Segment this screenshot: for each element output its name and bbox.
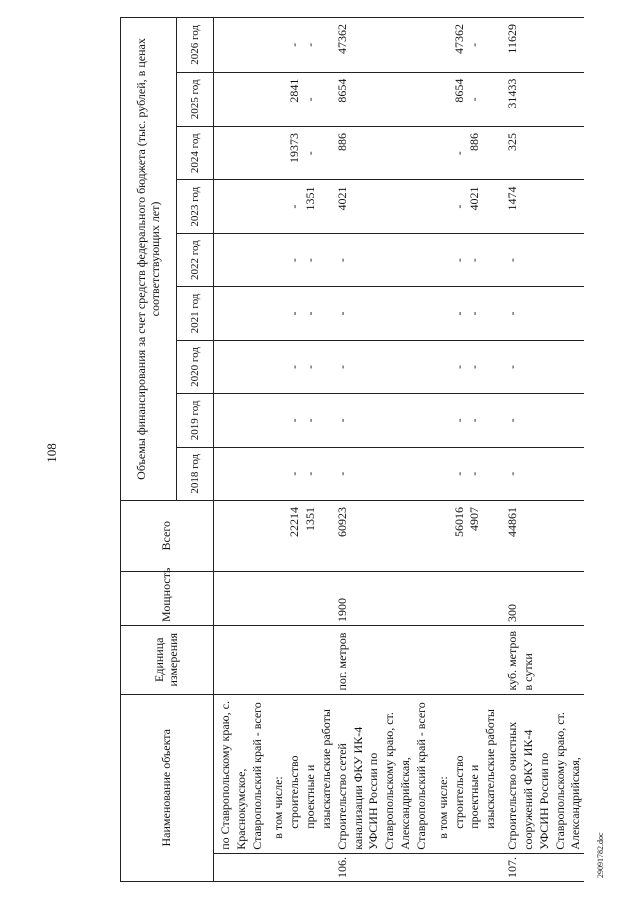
header-budget: Объемы финансирования за счет средств федерального бюджета (тыс. рублей, в ценах соответствующих лет) [121,18,177,501]
row-number [287,853,303,881]
total-cell: 60923 [335,500,430,571]
year-value-cell: 31433 [499,72,584,126]
year-value-cell [265,394,287,447]
year-value-cell: - [499,447,584,500]
object-name: в том числе: [430,694,452,853]
year-value-cell: 8654 [452,72,468,126]
year-value-cell [430,18,452,73]
year-value-cell: 8654 [335,72,430,126]
total-cell [265,500,287,571]
year-value-cell: - [467,394,499,447]
header-total: Всего [121,500,214,571]
total-cell: 44861 [499,500,584,571]
object-name: проектные и изыскательские работы [303,694,335,853]
total-cell: 56016 [452,500,468,571]
header-year: 2025 год [177,72,214,126]
year-value-cell: 2841 [287,72,303,126]
total-cell: 22214 [287,500,303,571]
year-value-cell: 325 [499,127,584,180]
file-name: 29091782.doc [596,832,605,878]
year-value-cell [430,340,452,393]
year-value-cell [430,180,452,233]
year-value-cell [214,340,266,393]
year-value-cell [265,18,287,73]
year-value-cell: - [452,127,468,180]
year-value-cell: 4021 [335,180,430,233]
year-value-cell [214,127,266,180]
object-name: Строительство сетей канализации ФКУ ИК-4 УФСИН России по Ставропольскому краю, ст. Александрийская, Ставропольский край - всего [335,694,430,853]
year-value-cell: - [303,287,335,340]
header-capacity: Мощность [121,571,214,625]
financing-table [120,17,584,882]
year-value-cell: - [452,233,468,286]
table-body [214,18,585,882]
total-cell [214,500,266,571]
unit-cell: пог. метров [335,625,430,694]
year-value-cell: - [287,447,303,500]
table-row [452,18,468,882]
year-value-cell [265,127,287,180]
table-header [121,18,214,882]
page-number: 108 [44,443,59,463]
year-value-cell [214,394,266,447]
unit-cell [265,625,287,694]
year-value-cell: 19373 [287,127,303,180]
year-value-cell [430,233,452,286]
year-value-cell: - [335,447,430,500]
year-value-cell: - [303,340,335,393]
table-row [430,18,452,882]
year-value-cell: - [335,287,430,340]
capacity-cell [430,571,452,625]
capacity-cell: 1900 [335,571,430,625]
year-value-cell: - [499,340,584,393]
year-value-cell: - [335,233,430,286]
year-value-cell: - [452,287,468,340]
year-value-cell [265,233,287,286]
capacity-cell [467,571,499,625]
table-row [467,18,499,882]
table-row [287,18,303,882]
row-number [265,853,287,881]
year-value-cell: 47362 [452,18,468,73]
table-row [303,18,335,882]
year-value-cell: - [287,18,303,73]
total-cell [430,500,452,571]
row-number [452,853,468,881]
year-value-cell: - [303,127,335,180]
year-value-cell: - [499,287,584,340]
year-value-cell [265,287,287,340]
year-value-cell: - [467,18,499,73]
year-value-cell: - [303,233,335,286]
year-value-cell: - [303,394,335,447]
total-cell: 1351 [303,500,335,571]
year-value-cell: 886 [335,127,430,180]
year-value-cell: 11629 [499,18,584,73]
header-unit: Единица измерения [121,625,214,694]
year-value-cell [214,18,266,73]
year-value-cell [430,127,452,180]
year-value-cell: - [452,340,468,393]
year-value-cell [214,72,266,126]
document-table-area [120,17,600,882]
year-value-cell: - [303,72,335,126]
total-cell: 4907 [467,500,499,571]
year-value-cell: - [303,447,335,500]
capacity-cell [265,571,287,625]
year-value-cell: - [467,233,499,286]
unit-cell [430,625,452,694]
header-year: 2024 год [177,127,214,180]
row-number [430,853,452,881]
year-value-cell: - [467,447,499,500]
year-value-cell [265,340,287,393]
year-value-cell: 1474 [499,180,584,233]
unit-cell: куб. метров в сутки [499,625,584,694]
capacity-cell: 300 [499,571,584,625]
object-name: проектные и изыскательские работы [467,694,499,853]
year-value-cell: - [335,394,430,447]
year-value-cell: - [467,287,499,340]
year-value-cell: - [287,340,303,393]
table-row [335,18,430,882]
row-number: 106. [335,853,430,881]
unit-cell [452,625,468,694]
year-value-cell: - [335,340,430,393]
header-year: 2019 год [177,394,214,447]
object-name: в том числе: [265,694,287,853]
header-year: 2021 год [177,287,214,340]
header-year: 2026 год [177,18,214,73]
year-value-cell [214,233,266,286]
capacity-cell [452,571,468,625]
unit-cell [467,625,499,694]
table-row [265,18,287,882]
table-row [499,18,584,882]
capacity-cell [303,571,335,625]
year-value-cell [265,72,287,126]
object-name: строительство [452,694,468,853]
year-value-cell: - [467,72,499,126]
year-value-cell [430,447,452,500]
year-value-cell [265,447,287,500]
row-number [303,853,335,881]
year-value-cell: - [287,180,303,233]
unit-cell [303,625,335,694]
row-number [214,853,266,881]
object-name: по Ставропольскому краю, с. Краснокумское, Ставропольский край - всего [214,694,266,853]
year-value-cell: - [499,233,584,286]
year-value-cell: 886 [467,127,499,180]
year-value-cell: 47362 [335,18,430,73]
year-value-cell: - [287,287,303,340]
year-value-cell [430,394,452,447]
header-year: 2023 год [177,180,214,233]
year-value-cell: - [452,180,468,233]
row-number [467,853,499,881]
table-row [214,18,266,882]
year-value-cell [430,72,452,126]
year-value-cell: 1351 [303,180,335,233]
year-value-cell [265,180,287,233]
year-value-cell: - [287,394,303,447]
unit-cell [287,625,303,694]
year-value-cell: - [452,394,468,447]
year-value-cell [214,287,266,340]
year-value-cell [214,180,266,233]
object-name: Строительство очистных сооружений ФКУ ИК-4 УФСИН России по Ставропольскому краю, ст. Александрийская, [499,694,584,853]
header-year: 2020 год [177,340,214,393]
year-value-cell: - [467,340,499,393]
object-name: строительство [287,694,303,853]
year-value-cell: - [499,394,584,447]
capacity-cell [214,571,266,625]
year-value-cell [214,447,266,500]
year-value-cell: - [303,18,335,73]
year-value-cell: - [452,447,468,500]
header-year: 2022 год [177,233,214,286]
capacity-cell [287,571,303,625]
row-number: 107. [499,853,584,881]
year-value-cell [430,287,452,340]
header-year: 2018 год [177,447,214,500]
unit-cell [214,625,266,694]
year-value-cell: - [287,233,303,286]
header-object-name: Наименование объекта [121,694,214,881]
year-value-cell: 4021 [467,180,499,233]
